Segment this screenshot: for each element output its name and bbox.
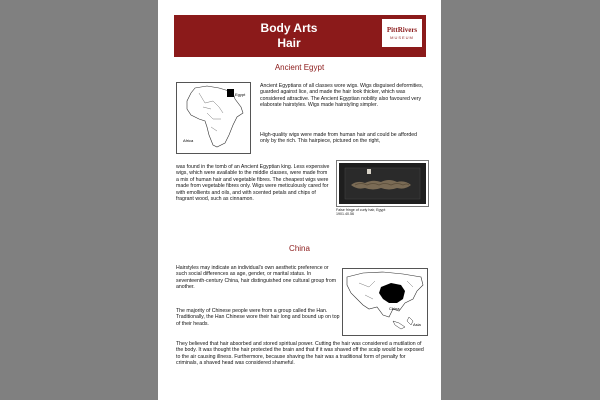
section-heading-china: China [289, 244, 310, 253]
egypt-paragraph-2-rest: was found in the tomb of an Ancient Egyptian king. Less expensive wigs, which were available to the middle classes, were made from a mix of human hair and vegetable fibres. The cheapest wigs were made from vegetable fibres only. Wigs were meticulously cared for with emollients and oils, and with scented petals and chips of fragrant wood, such as cinnamon. [176, 164, 330, 203]
map-label-asia: Asia [413, 322, 421, 327]
page-subtitle: Hair [277, 36, 301, 50]
museum-logo: PittRivers MUSEUM [382, 19, 422, 47]
page-title: Body Arts [260, 21, 318, 35]
china-paragraph-2: The majority of Chinese people were from a group called the Han. Traditionally, the Han Chinese wore their hair long and bound up on top of their heads. [176, 308, 340, 327]
china-paragraph-3: They believed that hair absorbed and stored spiritual power. Cutting the hair was considered a mutilation of the body. It was thought the hair protected the brain and that if it was shaved off the scalp would be exposed to the air causing illness. Furthermore, because shaving the hair was a traditional form of penalty for criminals, a shaved head was considered shameful. [176, 341, 424, 367]
egypt-paragraph-1: Ancient Egyptians of all classes wore wigs. Wigs disguised deformities, guarded against lice, and made the hair look thicker, which was considered attractive. The Ancient Egyptian nobility also favoured very elaborate hairstyles. Wigs made hairstyling simpler. [260, 83, 424, 109]
egypt-paragraph-2-intro: High-quality wigs were made from human hair and could be afforded only by the rich. This hairpiece, pictured on the right, [260, 132, 418, 145]
section-heading-egypt: Ancient Egypt [274, 63, 325, 72]
hairpiece-photo [336, 160, 429, 207]
photo-caption: False fringe of curly hair, Egypt 1901.40.56 [336, 208, 386, 217]
china-paragraph-1: Hairstyles may indicate an individual's own aesthetic preference or such social differences as age, gender, or marital status. In seventeenth-century China, hair distinguished one cultural group from another. [176, 265, 337, 291]
document-page [158, 0, 441, 400]
title-banner [174, 15, 426, 57]
map-label-china: China [389, 306, 400, 311]
map-label-africa: Africa [183, 138, 194, 143]
map-label-egypt: Egypt [235, 92, 246, 97]
asia-map [342, 268, 428, 336]
hairpiece-image-icon [337, 161, 428, 206]
africa-map [176, 82, 251, 154]
